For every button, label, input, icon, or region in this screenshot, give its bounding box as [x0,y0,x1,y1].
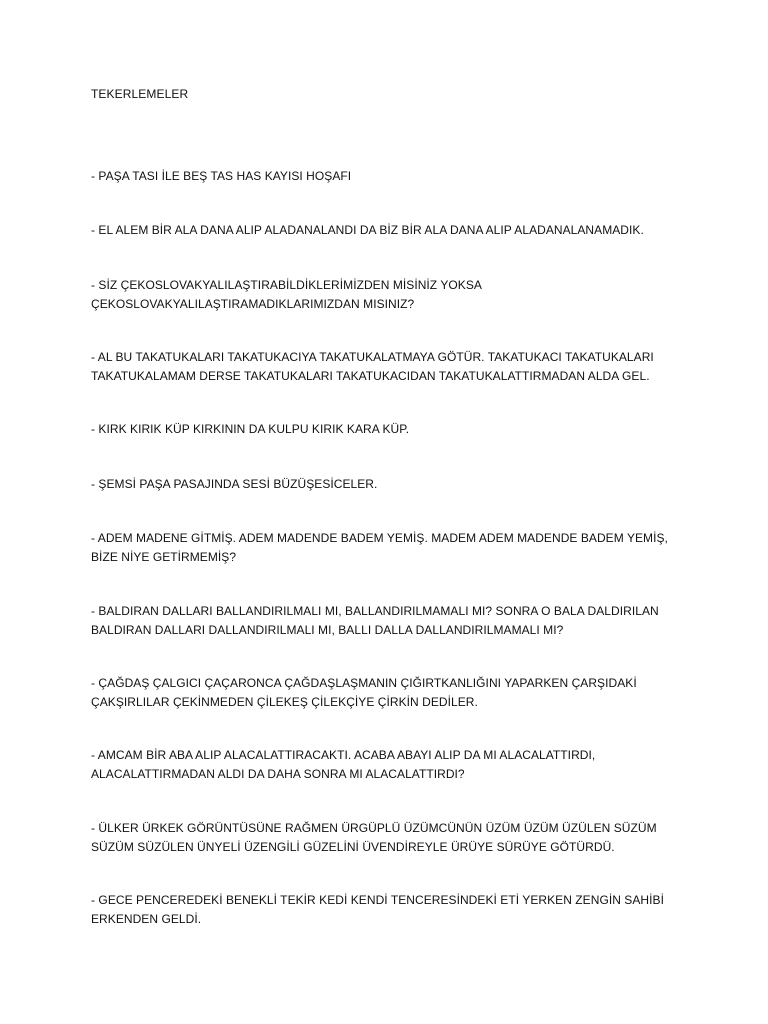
paragraph-11-line-1: - ÜLKER ÜRKEK GÖRÜNTÜSÜNE RAĞMEN ÜRGÜPLÜ ÜZÜMCÜNÜN ÜZÜM ÜZÜM ÜZÜLEN SÜZÜM [91,821,657,835]
paragraph-7-line-1: - ADEM MADENE GİTMİŞ. ADEM MADENDE BADEM YEMİŞ. MADEM ADEM MADENDE BADEM YEMİŞ, [91,531,668,545]
paragraph-10-line-2: ALACALATTIRMADAN ALDI DA DAHA SONRA MI ALACALATTIRDI? [91,767,465,781]
paragraph-9-line-2: ÇAKŞIRLILAR ÇEKİNMEDEN ÇİLEKEŞ ÇİLEKÇİYE ÇİRKİN DEDİLER. [91,695,478,709]
paragraph-11-line-2: SÜZÜM SÜZÜLEN ÜNYELİ ÜZENGİLİ GÜZELİNİ ÜVENDİREYLE ÜRÜYE SÜRÜYE GÖTÜRDÜ. [91,840,615,854]
paragraph-8-line-1: - BALDIRAN DALLARI BALLANDIRILMALI MI, BALLANDIRILMAMALI MI? SONRA O BALA DALDIRILAN [91,604,659,618]
document-title: TEKERLEMELER [91,87,189,101]
paragraph-9-line-1: - ÇAĞDAŞ ÇALGICI ÇAÇARONCA ÇAĞDAŞLAŞMANIN ÇIĞIRTKANLIĞINI YAPARKEN ÇARŞIDAKİ [91,676,637,690]
paragraph-3-line-2: ÇEKOSLOVAKYALILAŞTIRAMADIKLARIMIZDAN MISINIZ? [91,297,415,311]
paragraph-8-line-2: BALDIRAN DALLARI DALLANDIRILMALI MI, BALLI DALLA DALLANDIRILMAMALI MI? [91,623,564,637]
paragraph-4-line-1: - AL BU TAKATUKALARI TAKATUKACIYA TAKATUKALATMAYA GÖTÜR. TAKATUKACI TAKATUKALARI [91,350,654,364]
paragraph-12-line-2: ERKENDEN GELDİ. [91,912,202,926]
paragraph-3-line-1: - SİZ ÇEKOSLOVAKYALILAŞTIRABİLDİKLERİMİZDEN MİSİNİZ YOKSA [91,278,482,292]
paragraph-10-line-1: - AMCAM BİR ABA ALIP ALACALATTIRACAKTI. ACABA ABAYI ALIP DA MI ALACALATTIRDI, [91,748,596,762]
paragraph-1-line-1: - PAŞA TASI İLE BEŞ TAS HAS KAYISI HOŞAFI [91,169,352,183]
paragraph-7-line-2: BİZE NİYE GETİRMEMİŞ? [91,550,237,564]
paragraph-6-line-1: - ŞEMSİ PAŞA PASAJINDA SESİ BÜZÜŞESİCELER. [91,477,378,491]
paragraph-5-line-1: - KIRK KIRIK KÜP KIRKININ DA KULPU KIRIK KARA KÜP. [91,422,410,436]
paragraph-2-line-1: - EL ALEM BİR ALA DANA ALIP ALADANALANDI DA BİZ BİR ALA DANA ALIP ALADANALANAMADIK. [91,223,644,237]
paragraph-12-line-1: - GECE PENCEREDEKİ BENEKLİ TEKİR KEDİ KENDİ TENCERESİNDEKİ ETİ YERKEN ZENGİN SAHİBİ [91,893,664,907]
paragraph-4-line-2: TAKATUKALAMAM DERSE TAKATUKALARI TAKATUKACIDAN TAKATUKALATTIRMADAN ALDA GEL. [91,369,650,383]
